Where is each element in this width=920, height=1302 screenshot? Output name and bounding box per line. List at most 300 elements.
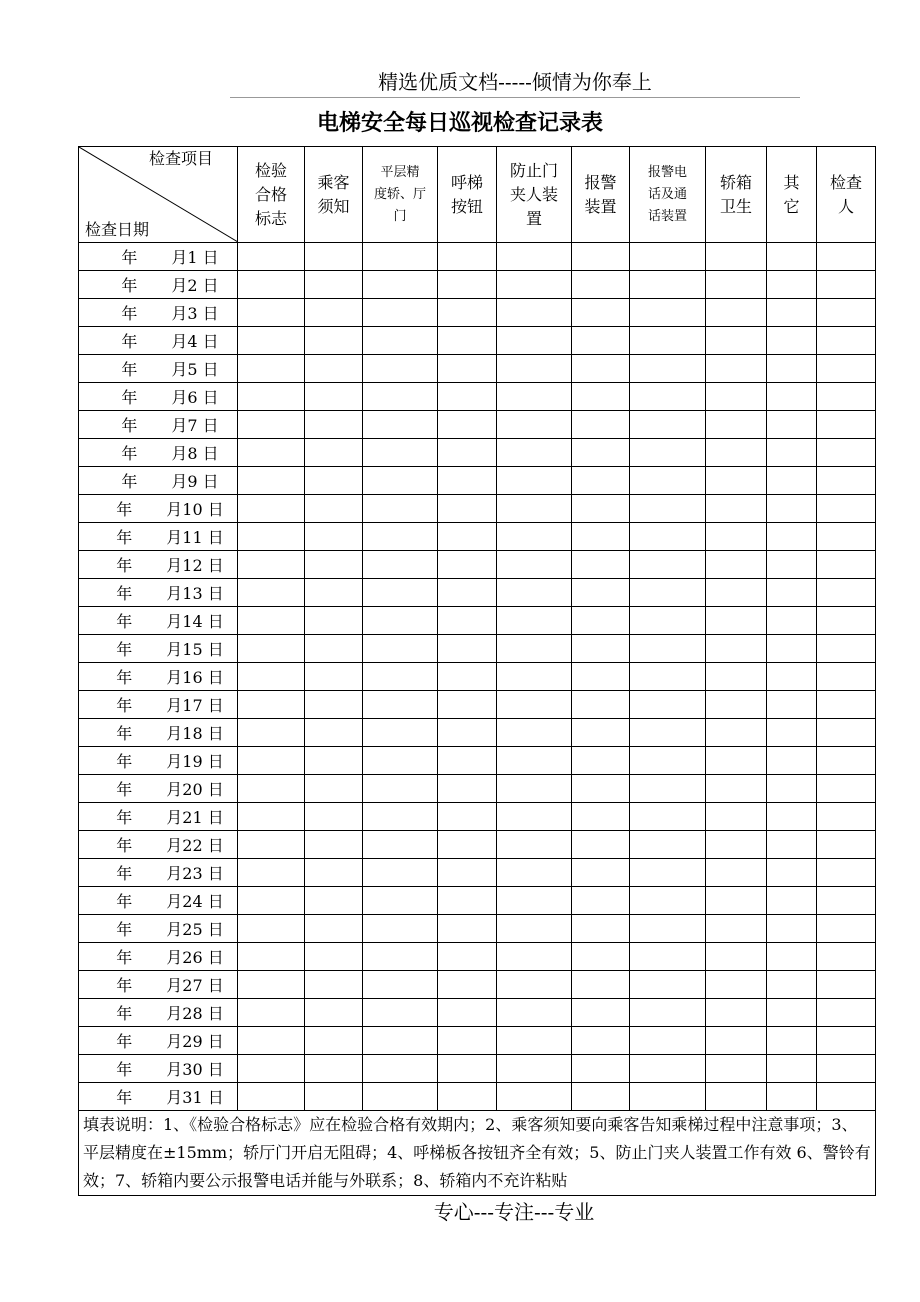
check-cell[interactable] (706, 1055, 767, 1083)
check-cell[interactable] (438, 691, 497, 719)
check-cell[interactable] (630, 943, 706, 971)
check-cell[interactable] (706, 747, 767, 775)
check-cell[interactable] (572, 467, 630, 495)
check-cell[interactable] (497, 1027, 572, 1055)
check-cell[interactable] (572, 831, 630, 859)
check-cell[interactable] (497, 747, 572, 775)
check-cell[interactable] (238, 579, 305, 607)
check-cell[interactable] (497, 887, 572, 915)
check-cell[interactable] (817, 831, 876, 859)
check-cell[interactable] (363, 1027, 438, 1055)
check-cell[interactable] (767, 691, 817, 719)
check-cell[interactable] (572, 719, 630, 747)
check-cell[interactable] (817, 635, 876, 663)
check-cell[interactable] (706, 943, 767, 971)
check-cell[interactable] (238, 355, 305, 383)
check-cell[interactable] (572, 439, 630, 467)
check-cell[interactable] (706, 411, 767, 439)
check-cell[interactable] (767, 1055, 817, 1083)
check-cell[interactable] (238, 831, 305, 859)
check-cell[interactable] (817, 971, 876, 999)
check-cell[interactable] (438, 495, 497, 523)
check-cell[interactable] (497, 383, 572, 411)
check-cell[interactable] (817, 495, 876, 523)
check-cell[interactable] (497, 663, 572, 691)
check-cell[interactable] (817, 1055, 876, 1083)
check-cell[interactable] (238, 1083, 305, 1111)
check-cell[interactable] (630, 439, 706, 467)
check-cell[interactable] (817, 523, 876, 551)
check-cell[interactable] (497, 719, 572, 747)
check-cell[interactable] (438, 299, 497, 327)
check-cell[interactable] (363, 943, 438, 971)
check-cell[interactable] (630, 355, 706, 383)
check-cell[interactable] (572, 607, 630, 635)
check-cell[interactable] (572, 551, 630, 579)
check-cell[interactable] (363, 327, 438, 355)
check-cell[interactable] (630, 775, 706, 803)
check-cell[interactable] (706, 1027, 767, 1055)
check-cell[interactable] (572, 971, 630, 999)
check-cell[interactable] (630, 411, 706, 439)
check-cell[interactable] (305, 691, 363, 719)
check-cell[interactable] (238, 803, 305, 831)
check-cell[interactable] (767, 719, 817, 747)
check-cell[interactable] (363, 859, 438, 887)
check-cell[interactable] (497, 915, 572, 943)
check-cell[interactable] (630, 915, 706, 943)
check-cell[interactable] (305, 1083, 363, 1111)
check-cell[interactable] (630, 1055, 706, 1083)
check-cell[interactable] (305, 495, 363, 523)
check-cell[interactable] (630, 691, 706, 719)
check-cell[interactable] (817, 691, 876, 719)
check-cell[interactable] (767, 663, 817, 691)
check-cell[interactable] (572, 775, 630, 803)
check-cell[interactable] (305, 915, 363, 943)
check-cell[interactable] (363, 1083, 438, 1111)
check-cell[interactable] (630, 523, 706, 551)
check-cell[interactable] (363, 551, 438, 579)
check-cell[interactable] (706, 551, 767, 579)
check-cell[interactable] (497, 803, 572, 831)
check-cell[interactable] (438, 355, 497, 383)
check-cell[interactable] (630, 747, 706, 775)
check-cell[interactable] (706, 523, 767, 551)
check-cell[interactable] (438, 663, 497, 691)
check-cell[interactable] (238, 719, 305, 747)
check-cell[interactable] (305, 943, 363, 971)
check-cell[interactable] (572, 411, 630, 439)
check-cell[interactable] (767, 551, 817, 579)
check-cell[interactable] (817, 943, 876, 971)
check-cell[interactable] (706, 299, 767, 327)
check-cell[interactable] (572, 383, 630, 411)
check-cell[interactable] (706, 243, 767, 271)
check-cell[interactable] (572, 859, 630, 887)
check-cell[interactable] (497, 831, 572, 859)
check-cell[interactable] (767, 1027, 817, 1055)
check-cell[interactable] (305, 523, 363, 551)
check-cell[interactable] (767, 495, 817, 523)
check-cell[interactable] (238, 859, 305, 887)
check-cell[interactable] (305, 887, 363, 915)
check-cell[interactable] (817, 411, 876, 439)
check-cell[interactable] (305, 775, 363, 803)
check-cell[interactable] (767, 831, 817, 859)
check-cell[interactable] (363, 719, 438, 747)
check-cell[interactable] (572, 915, 630, 943)
check-cell[interactable] (572, 747, 630, 775)
check-cell[interactable] (767, 467, 817, 495)
check-cell[interactable] (497, 243, 572, 271)
check-cell[interactable] (363, 607, 438, 635)
check-cell[interactable] (497, 635, 572, 663)
check-cell[interactable] (767, 747, 817, 775)
check-cell[interactable] (767, 607, 817, 635)
check-cell[interactable] (363, 831, 438, 859)
check-cell[interactable] (817, 355, 876, 383)
check-cell[interactable] (363, 635, 438, 663)
check-cell[interactable] (630, 999, 706, 1027)
check-cell[interactable] (572, 887, 630, 915)
check-cell[interactable] (238, 467, 305, 495)
check-cell[interactable] (438, 775, 497, 803)
check-cell[interactable] (238, 635, 305, 663)
check-cell[interactable] (572, 243, 630, 271)
check-cell[interactable] (630, 635, 706, 663)
check-cell[interactable] (363, 663, 438, 691)
check-cell[interactable] (706, 719, 767, 747)
check-cell[interactable] (817, 383, 876, 411)
check-cell[interactable] (305, 383, 363, 411)
check-cell[interactable] (630, 607, 706, 635)
check-cell[interactable] (630, 803, 706, 831)
check-cell[interactable] (363, 803, 438, 831)
check-cell[interactable] (572, 271, 630, 299)
check-cell[interactable] (497, 943, 572, 971)
check-cell[interactable] (706, 579, 767, 607)
check-cell[interactable] (767, 775, 817, 803)
check-cell[interactable] (706, 775, 767, 803)
check-cell[interactable] (630, 1083, 706, 1111)
check-cell[interactable] (438, 943, 497, 971)
check-cell[interactable] (767, 943, 817, 971)
check-cell[interactable] (305, 663, 363, 691)
check-cell[interactable] (497, 607, 572, 635)
check-cell[interactable] (363, 383, 438, 411)
check-cell[interactable] (497, 971, 572, 999)
check-cell[interactable] (572, 523, 630, 551)
check-cell[interactable] (767, 999, 817, 1027)
check-cell[interactable] (238, 1027, 305, 1055)
check-cell[interactable] (767, 1083, 817, 1111)
check-cell[interactable] (706, 663, 767, 691)
check-cell[interactable] (438, 271, 497, 299)
check-cell[interactable] (630, 271, 706, 299)
check-cell[interactable] (438, 915, 497, 943)
check-cell[interactable] (817, 915, 876, 943)
check-cell[interactable] (305, 831, 363, 859)
check-cell[interactable] (497, 551, 572, 579)
check-cell[interactable] (817, 299, 876, 327)
check-cell[interactable] (572, 999, 630, 1027)
check-cell[interactable] (305, 411, 363, 439)
check-cell[interactable] (630, 495, 706, 523)
check-cell[interactable] (238, 663, 305, 691)
check-cell[interactable] (305, 271, 363, 299)
check-cell[interactable] (630, 887, 706, 915)
check-cell[interactable] (630, 551, 706, 579)
check-cell[interactable] (630, 1027, 706, 1055)
check-cell[interactable] (572, 1083, 630, 1111)
check-cell[interactable] (817, 747, 876, 775)
check-cell[interactable] (363, 523, 438, 551)
check-cell[interactable] (706, 887, 767, 915)
check-cell[interactable] (706, 999, 767, 1027)
check-cell[interactable] (572, 803, 630, 831)
check-cell[interactable] (238, 915, 305, 943)
check-cell[interactable] (817, 803, 876, 831)
check-cell[interactable] (497, 859, 572, 887)
check-cell[interactable] (572, 579, 630, 607)
check-cell[interactable] (817, 999, 876, 1027)
check-cell[interactable] (572, 663, 630, 691)
check-cell[interactable] (438, 467, 497, 495)
check-cell[interactable] (767, 243, 817, 271)
check-cell[interactable] (706, 271, 767, 299)
check-cell[interactable] (706, 1083, 767, 1111)
check-cell[interactable] (363, 271, 438, 299)
check-cell[interactable] (305, 327, 363, 355)
check-cell[interactable] (305, 859, 363, 887)
check-cell[interactable] (572, 1027, 630, 1055)
check-cell[interactable] (363, 467, 438, 495)
check-cell[interactable] (706, 915, 767, 943)
check-cell[interactable] (363, 243, 438, 271)
check-cell[interactable] (438, 383, 497, 411)
check-cell[interactable] (363, 579, 438, 607)
check-cell[interactable] (305, 467, 363, 495)
check-cell[interactable] (238, 999, 305, 1027)
check-cell[interactable] (238, 775, 305, 803)
check-cell[interactable] (706, 607, 767, 635)
check-cell[interactable] (238, 243, 305, 271)
check-cell[interactable] (497, 271, 572, 299)
check-cell[interactable] (817, 775, 876, 803)
check-cell[interactable] (497, 411, 572, 439)
check-cell[interactable] (497, 775, 572, 803)
check-cell[interactable] (438, 411, 497, 439)
check-cell[interactable] (767, 971, 817, 999)
check-cell[interactable] (497, 999, 572, 1027)
check-cell[interactable] (238, 747, 305, 775)
check-cell[interactable] (363, 495, 438, 523)
check-cell[interactable] (438, 1027, 497, 1055)
check-cell[interactable] (438, 1083, 497, 1111)
check-cell[interactable] (238, 551, 305, 579)
check-cell[interactable] (630, 971, 706, 999)
check-cell[interactable] (238, 1055, 305, 1083)
check-cell[interactable] (767, 887, 817, 915)
check-cell[interactable] (438, 747, 497, 775)
check-cell[interactable] (497, 579, 572, 607)
check-cell[interactable] (767, 859, 817, 887)
check-cell[interactable] (706, 635, 767, 663)
check-cell[interactable] (438, 887, 497, 915)
check-cell[interactable] (706, 495, 767, 523)
check-cell[interactable] (817, 663, 876, 691)
check-cell[interactable] (305, 551, 363, 579)
check-cell[interactable] (572, 943, 630, 971)
check-cell[interactable] (438, 999, 497, 1027)
check-cell[interactable] (438, 831, 497, 859)
check-cell[interactable] (817, 243, 876, 271)
check-cell[interactable] (438, 635, 497, 663)
check-cell[interactable] (572, 691, 630, 719)
check-cell[interactable] (238, 495, 305, 523)
check-cell[interactable] (572, 355, 630, 383)
check-cell[interactable] (238, 383, 305, 411)
check-cell[interactable] (630, 467, 706, 495)
check-cell[interactable] (817, 607, 876, 635)
check-cell[interactable] (572, 327, 630, 355)
check-cell[interactable] (305, 355, 363, 383)
check-cell[interactable] (767, 915, 817, 943)
check-cell[interactable] (305, 1055, 363, 1083)
check-cell[interactable] (706, 803, 767, 831)
check-cell[interactable] (438, 327, 497, 355)
check-cell[interactable] (817, 719, 876, 747)
check-cell[interactable] (305, 747, 363, 775)
check-cell[interactable] (438, 243, 497, 271)
check-cell[interactable] (305, 579, 363, 607)
check-cell[interactable] (238, 887, 305, 915)
check-cell[interactable] (706, 467, 767, 495)
check-cell[interactable] (767, 411, 817, 439)
check-cell[interactable] (363, 775, 438, 803)
check-cell[interactable] (363, 999, 438, 1027)
check-cell[interactable] (305, 999, 363, 1027)
check-cell[interactable] (767, 355, 817, 383)
check-cell[interactable] (497, 327, 572, 355)
check-cell[interactable] (817, 1083, 876, 1111)
check-cell[interactable] (305, 243, 363, 271)
check-cell[interactable] (305, 1027, 363, 1055)
check-cell[interactable] (438, 579, 497, 607)
check-cell[interactable] (706, 691, 767, 719)
check-cell[interactable] (706, 383, 767, 411)
check-cell[interactable] (238, 971, 305, 999)
check-cell[interactable] (363, 411, 438, 439)
check-cell[interactable] (572, 495, 630, 523)
check-cell[interactable] (497, 299, 572, 327)
check-cell[interactable] (238, 299, 305, 327)
check-cell[interactable] (438, 971, 497, 999)
check-cell[interactable] (817, 579, 876, 607)
check-cell[interactable] (817, 271, 876, 299)
check-cell[interactable] (238, 271, 305, 299)
check-cell[interactable] (238, 411, 305, 439)
check-cell[interactable] (767, 803, 817, 831)
check-cell[interactable] (238, 327, 305, 355)
check-cell[interactable] (630, 299, 706, 327)
check-cell[interactable] (817, 859, 876, 887)
check-cell[interactable] (363, 299, 438, 327)
check-cell[interactable] (630, 663, 706, 691)
check-cell[interactable] (706, 327, 767, 355)
check-cell[interactable] (238, 607, 305, 635)
check-cell[interactable] (238, 943, 305, 971)
check-cell[interactable] (706, 831, 767, 859)
check-cell[interactable] (363, 915, 438, 943)
check-cell[interactable] (238, 439, 305, 467)
check-cell[interactable] (817, 1027, 876, 1055)
check-cell[interactable] (363, 887, 438, 915)
check-cell[interactable] (630, 327, 706, 355)
check-cell[interactable] (305, 607, 363, 635)
check-cell[interactable] (630, 383, 706, 411)
check-cell[interactable] (363, 1055, 438, 1083)
check-cell[interactable] (497, 691, 572, 719)
check-cell[interactable] (238, 691, 305, 719)
check-cell[interactable] (572, 635, 630, 663)
check-cell[interactable] (497, 355, 572, 383)
check-cell[interactable] (363, 355, 438, 383)
check-cell[interactable] (438, 803, 497, 831)
check-cell[interactable] (438, 719, 497, 747)
check-cell[interactable] (438, 859, 497, 887)
check-cell[interactable] (630, 243, 706, 271)
check-cell[interactable] (767, 383, 817, 411)
check-cell[interactable] (706, 439, 767, 467)
check-cell[interactable] (767, 439, 817, 467)
check-cell[interactable] (305, 439, 363, 467)
check-cell[interactable] (363, 439, 438, 467)
check-cell[interactable] (767, 271, 817, 299)
check-cell[interactable] (630, 859, 706, 887)
check-cell[interactable] (572, 299, 630, 327)
check-cell[interactable] (497, 1055, 572, 1083)
check-cell[interactable] (630, 579, 706, 607)
check-cell[interactable] (497, 523, 572, 551)
check-cell[interactable] (497, 439, 572, 467)
check-cell[interactable] (438, 607, 497, 635)
check-cell[interactable] (767, 579, 817, 607)
check-cell[interactable] (305, 299, 363, 327)
check-cell[interactable] (305, 635, 363, 663)
check-cell[interactable] (817, 551, 876, 579)
check-cell[interactable] (497, 467, 572, 495)
check-cell[interactable] (497, 495, 572, 523)
check-cell[interactable] (630, 719, 706, 747)
check-cell[interactable] (767, 299, 817, 327)
check-cell[interactable] (438, 523, 497, 551)
check-cell[interactable] (767, 635, 817, 663)
check-cell[interactable] (438, 1055, 497, 1083)
check-cell[interactable] (305, 803, 363, 831)
check-cell[interactable] (238, 523, 305, 551)
check-cell[interactable] (817, 327, 876, 355)
check-cell[interactable] (305, 971, 363, 999)
check-cell[interactable] (817, 439, 876, 467)
check-cell[interactable] (630, 831, 706, 859)
check-cell[interactable] (706, 355, 767, 383)
check-cell[interactable] (363, 971, 438, 999)
check-cell[interactable] (706, 859, 767, 887)
check-cell[interactable] (363, 691, 438, 719)
check-cell[interactable] (363, 747, 438, 775)
